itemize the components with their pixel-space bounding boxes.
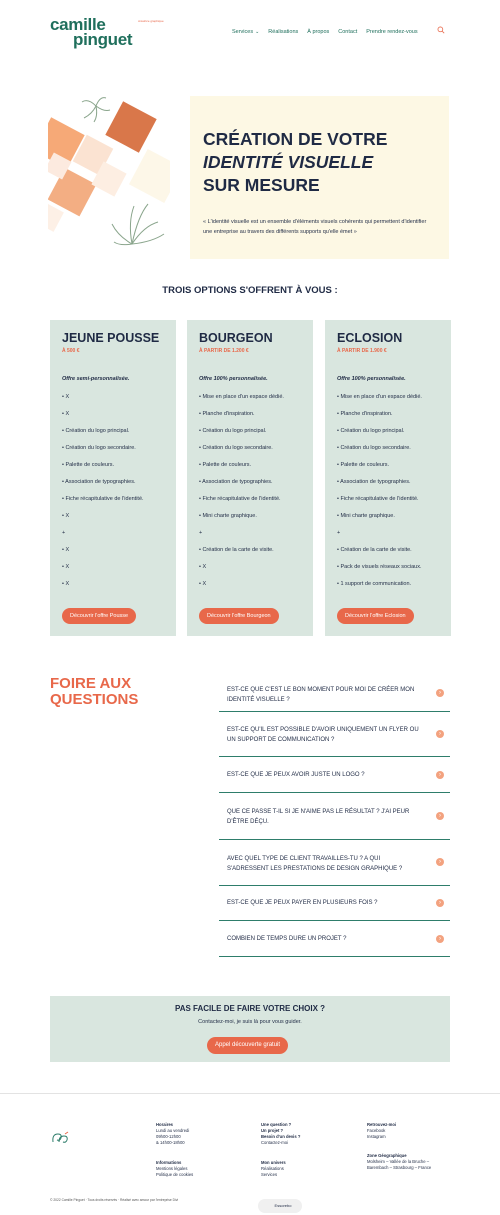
faq-question: EST-CE QUE JE PEUX AVOIR JUSTE UN LOGO ? xyxy=(227,772,365,778)
footer-universe-title: Mon univers xyxy=(261,1160,286,1165)
hero-quote: « L'identité visuelle est un ensemble d'éléments visuels cohérents qui permettent d'identifier une entreprise au travers des différents supports qu'elle émet » xyxy=(203,219,427,235)
faq-item[interactable] xyxy=(219,712,450,757)
offer-features xyxy=(62,393,144,597)
list-item: • Fiche récapitulative de l'identité. xyxy=(199,496,281,502)
footer-link-cookies[interactable]: Politique de cookies xyxy=(156,1172,194,1177)
offer-subtitle: Offre semi-personnalisée. xyxy=(62,376,130,382)
footer-contact xyxy=(261,1122,300,1146)
site-header xyxy=(0,0,500,70)
chevron-right-icon[interactable]: › xyxy=(436,730,444,738)
list-item: • X xyxy=(199,581,207,587)
logo-name-line1: camille xyxy=(50,15,106,34)
offer-card-eclosion xyxy=(325,320,451,636)
footer-hours-line: & 14h00-18h00 xyxy=(156,1140,185,1145)
footer-link-realisations[interactable]: Réalisations xyxy=(261,1166,284,1171)
nav-services-label: Services xyxy=(232,29,254,35)
faq-item[interactable] xyxy=(219,793,450,840)
faq-heading xyxy=(50,676,200,708)
footer-social xyxy=(367,1122,396,1140)
faq-item[interactable] xyxy=(219,886,450,921)
list-item: • X xyxy=(62,513,70,519)
faq-question: COMBIEN DE TEMPS DURE UN PROJET ? xyxy=(227,936,347,942)
copyright-text: © 2022 Camille Pinguet · Tous droits réservés · Réalisé avec amour par l'entreprise Divi xyxy=(50,1198,179,1202)
offer-card-jeune-pousse xyxy=(50,320,176,636)
list-item: • Fiche récapitulative de l'identité. xyxy=(62,496,144,502)
offer-name: ECLOSION xyxy=(337,331,403,345)
list-item: • Création du logo principal. xyxy=(62,428,130,434)
list-item: • Association de typographies. xyxy=(199,479,273,485)
list-item: • Association de typographies. xyxy=(62,479,136,485)
search-icon[interactable] xyxy=(437,26,445,34)
faq-heading-line2: QUESTIONS xyxy=(50,691,139,708)
list-item: • Mise en place d'un espace dédié. xyxy=(199,394,284,400)
footer-info-title: Informations xyxy=(156,1160,182,1165)
footer-zone xyxy=(367,1153,431,1171)
offer-eclosion-button[interactable]: Découvrir l'offre Eclosion xyxy=(337,608,414,624)
list-item: • X xyxy=(199,564,207,570)
footer-link-contact[interactable]: Contactez-moi xyxy=(261,1140,288,1145)
list-item: • Création du logo principal. xyxy=(199,428,267,434)
offer-price: À PARTIR DE 1.200 € xyxy=(199,348,249,354)
footer-zone-line: Barembach – Strasbourg – France xyxy=(367,1165,432,1170)
offer-name: JEUNE POUSSE xyxy=(62,331,160,345)
list-item: • Palette de couleurs. xyxy=(199,462,252,468)
list-item: • X xyxy=(62,411,70,417)
faq-item[interactable] xyxy=(219,921,450,957)
offer-name: BOURGEON xyxy=(199,331,273,345)
footer-informations xyxy=(156,1160,193,1178)
footer-zone-line: Molsheim – Vallée de la Bruche – xyxy=(367,1159,430,1164)
chevron-right-icon[interactable]: › xyxy=(436,899,444,907)
list-item: • X xyxy=(62,581,70,587)
offer-subtitle: Offre 100% personnalisée. xyxy=(199,376,268,382)
nav-a-propos[interactable]: À propos xyxy=(307,29,330,35)
logo-name-line2: pinguet xyxy=(73,30,133,49)
list-item: • Mini charte graphique. xyxy=(199,513,257,519)
list-item: • Création de la carte de visite. xyxy=(337,547,412,553)
offer-card-bourgeon xyxy=(187,320,313,636)
nav-services[interactable] xyxy=(232,29,259,35)
footer-hours-line: Lundi au vendredi xyxy=(156,1128,190,1133)
list-item: • Palette de couleurs. xyxy=(337,462,390,468)
faq-question: EST-CE QUE C'EST LE BON MOMENT POUR MOI DE CRÉER MON IDENTITÉ VISUELLE ? xyxy=(227,687,415,703)
footer-project-title: Un projet ? xyxy=(261,1128,284,1133)
list-item: • Palette de couleurs. xyxy=(62,462,115,468)
options-heading: TROIS OPTIONS S'OFFRENT À VOUS : xyxy=(162,285,338,296)
chevron-right-icon[interactable]: › xyxy=(436,935,444,943)
language-selector[interactable]: Essorebo xyxy=(258,1199,302,1213)
free-call-button[interactable]: Appel découverte gratuit xyxy=(207,1037,288,1054)
list-item: • Création du logo principal. xyxy=(337,428,405,434)
list-item: • Création de la carte de visite. xyxy=(199,547,274,553)
list-item: • Création du logo secondaire. xyxy=(337,445,411,451)
footer-divider xyxy=(0,1093,500,1094)
main-nav xyxy=(232,29,418,35)
faq-list xyxy=(219,674,450,957)
faq-item[interactable] xyxy=(219,674,450,712)
list-item: • 1 support de communication. xyxy=(337,581,412,587)
footer-hours-line: 09h00-12h00 xyxy=(156,1134,181,1139)
faq-question: AVEC QUEL TYPE DE CLIENT TRAVAILLES-TU ? A QUI S'ADRESSENT LES PRESTATIONS DE DESIGN GRAPHIQUE ? xyxy=(227,856,403,872)
offer-price: À PARTIR DE 1.900 € xyxy=(337,348,387,354)
contact-cta-banner xyxy=(50,996,450,1062)
logo-tagline: créatrice graphique xyxy=(138,19,164,23)
list-item: • Association de typographies. xyxy=(337,479,411,485)
footer-link-instagram[interactable]: Instagram xyxy=(367,1134,386,1139)
footer-zone-title: Zone Géographique xyxy=(367,1153,407,1158)
offer-bourgeon-button[interactable]: Découvrir l'offre Bourgeon xyxy=(199,608,279,624)
faq-item[interactable] xyxy=(219,757,450,793)
hero-title-line3: SUR MESURE xyxy=(203,175,320,195)
footer-logo-icon[interactable] xyxy=(50,1130,70,1146)
list-item: • X xyxy=(62,394,70,400)
list-item: + xyxy=(337,530,341,536)
list-item: • Mini charte graphique. xyxy=(337,513,395,519)
nav-realisations[interactable]: Réalisations xyxy=(268,29,299,35)
footer-link-mentions[interactable]: Mentions légales xyxy=(156,1166,188,1171)
site-logo[interactable] xyxy=(50,16,170,50)
list-item: • Mise en place d'un espace dédié. xyxy=(337,394,422,400)
footer-hours-title: Horaires xyxy=(156,1122,173,1127)
cta-subtitle: Contactez-moi, je suis là pour vous guider. xyxy=(198,1019,302,1025)
chevron-right-icon[interactable]: › xyxy=(436,812,444,820)
list-item: • Création du logo secondaire. xyxy=(199,445,273,451)
hero-decorative-image xyxy=(48,96,170,254)
footer-follow-title: Retrouvez-moi xyxy=(367,1122,397,1127)
offer-features xyxy=(199,393,284,597)
list-item: • Planche d'inspiration. xyxy=(199,411,255,417)
faq-question: EST-CE QUE JE PEUX PAYER EN PLUSIEURS FOIS ? xyxy=(227,900,378,906)
list-item: • X xyxy=(62,547,70,553)
hero-title-line2: IDENTITÉ VISUELLE xyxy=(203,152,374,172)
offer-subtitle: Offre 100% personnalisée. xyxy=(337,376,406,382)
chevron-down-icon: ⌄ xyxy=(255,29,260,35)
offer-price: À 500 € xyxy=(62,348,80,354)
list-item: • Planche d'inspiration. xyxy=(337,411,393,417)
footer-link-services[interactable]: Services xyxy=(261,1172,278,1177)
footer-quote-title: Besoin d'un devis ? xyxy=(261,1134,301,1139)
list-item: + xyxy=(199,530,203,536)
offer-features xyxy=(337,393,422,597)
faq-item[interactable] xyxy=(219,840,450,886)
chevron-right-icon[interactable]: › xyxy=(436,771,444,779)
hero-title xyxy=(203,128,387,197)
offer-pousse-button[interactable]: Découvrir l'offre Pousse xyxy=(62,608,136,624)
nav-rendez-vous[interactable]: Prendre rendez-vous xyxy=(366,29,418,35)
footer-universe xyxy=(261,1160,286,1178)
list-item: + xyxy=(62,530,66,536)
footer-hours xyxy=(156,1122,189,1146)
footer-link-facebook[interactable]: Facebook xyxy=(367,1128,386,1133)
list-item: • X xyxy=(62,564,70,570)
nav-contact[interactable]: Contact xyxy=(338,29,358,35)
footer-question-title: Une question ? xyxy=(261,1122,292,1127)
chevron-right-icon[interactable]: › xyxy=(436,689,444,697)
cta-title: PAS FACILE DE FAIRE VOTRE CHOIX ? xyxy=(174,1004,326,1013)
list-item: • Création du logo secondaire. xyxy=(62,445,136,451)
list-item: • Pack de visuels réseaux sociaux. xyxy=(337,564,422,570)
hero-title-line1: CRÉATION DE VOTRE xyxy=(203,129,388,149)
chevron-right-icon[interactable]: › xyxy=(436,858,444,866)
faq-heading-line1: FOIRE AUX xyxy=(50,675,132,692)
faq-question: QUE CE PASSE T-IL SI JE N'AIME PAS LE RÉSULTAT ? J'AI PEUR D'ÊTRE DÉÇU. xyxy=(227,809,410,825)
list-item: • Fiche récapitulative de l'identité. xyxy=(337,496,419,502)
faq-question: EST-CE QU'IL EST POSSIBLE D'AVOIR UNIQUEMENT UN FLYER OU UN SUPPORT DE COMMUNICATION ? xyxy=(227,727,419,743)
